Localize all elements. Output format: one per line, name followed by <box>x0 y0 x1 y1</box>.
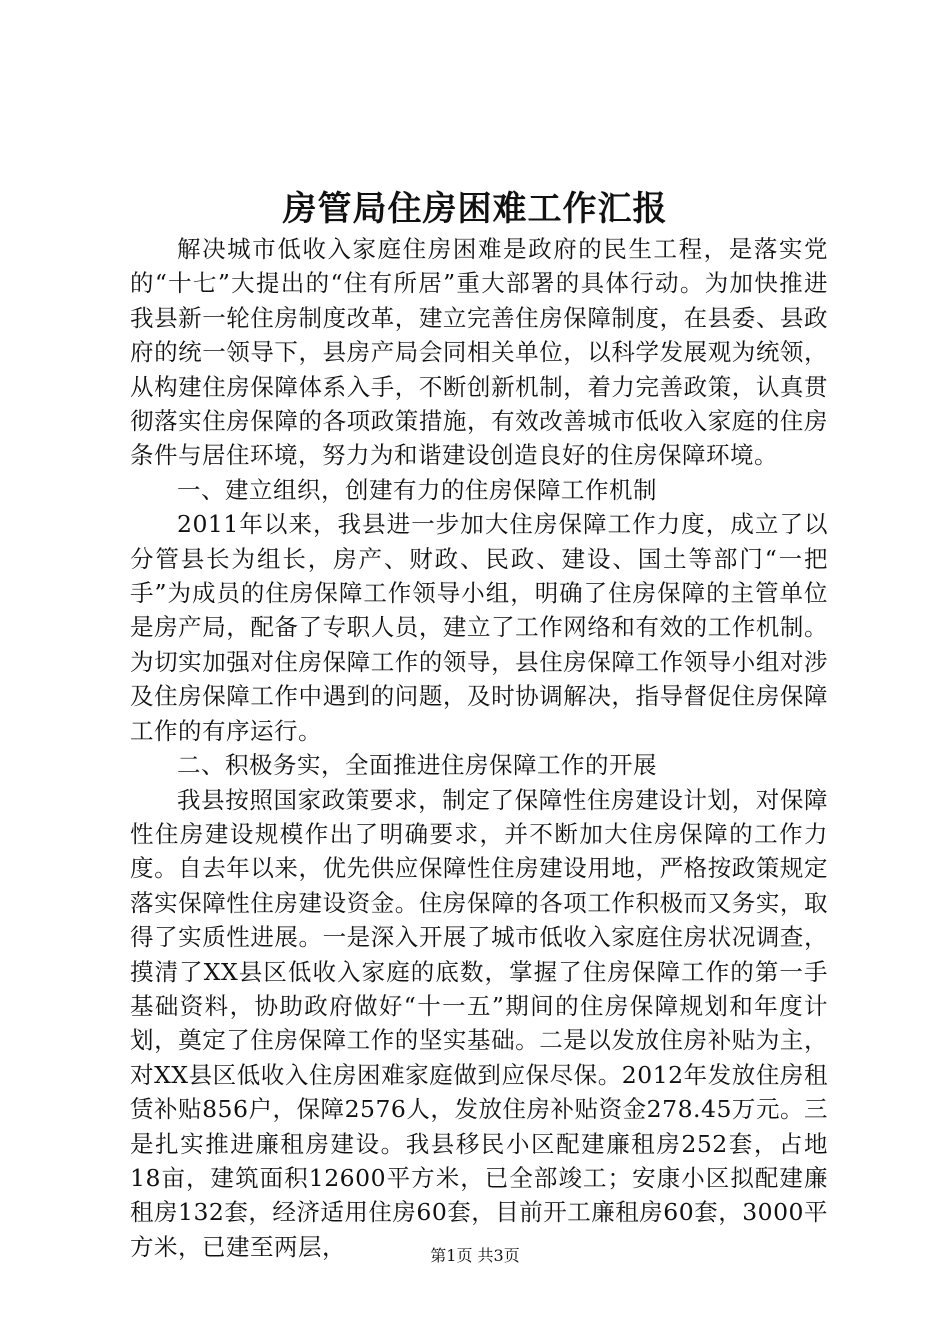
section-heading-1: 一、建立组织，创建有力的住房保障工作机制 <box>177 475 657 504</box>
page-footer: 第1页 共3页 <box>430 1246 520 1265</box>
section-heading-2: 二、积极务实，全面推进住房保障工作的开展 <box>177 751 657 780</box>
section-1-paragraph: 2011年以来，我县进一步加大住房保障工作力度，成立了以分管县长为组长，房产、财政、民政、建设、国土等部门“一把手”为成员的住房保障工作领导小组，明确了住房保障的主管单位是房产局，配备了专职人员，建立了工作网络和有效的工作机制。为切实加强对住房保障工作的领导，县住房保障工作领导小组对涉及住房保障工作中遇到的问题，及时协调解决，指导督促住房保障工作的有序运行。 <box>130 510 828 745</box>
document-title: 房管局住房困难工作汇报 <box>282 189 668 229</box>
document-body <box>130 232 828 1264</box>
intro-paragraph: 解决城市低收入家庭住房困难是政府的民生工程，是落实党的“十七”大提出的“住有所居”重大部署的具体行动。为加快推进我县新一轮住房制度改革，建立完善住房保障制度，在县委、县政府的统一领导下，县房产局会同相关单位，以科学发展观为统领，从构建住房保障体系入手，不断创新机制，着力完善政策，认真贯彻落实住房保障的各项政策措施，有效改善城市低收入家庭的住房条件与居住环境，努力为和谐建设创造良好的住房保障环境。 <box>130 235 828 470</box>
section-2-paragraph: 我县按照国家政策要求，制定了保障性住房建设计划，对保障性住房建设规模作出了明确要求，并不断加大住房保障的工作力度。自去年以来，优先供应保障性住房建设用地，严格按政策规定落实保障性住房建设资金。住房保障的各项工作积极而又务实，取得了实质性进展。一是深入开展了城市低收入家庭住房状况调查，摸清了XX县区低收入家庭的底数，掌握了住房保障工作的第一手基础资料，协助政府做好“十一五”期间的住房保障规划和年度计划，奠定了住房保障工作的坚实基础。二是以发放住房补贴为主，对XX县区低收入住房困难家庭做到应保尽保。2012年发放住房租赁补贴856户，保障2576人，发放住房补贴资金278.45万元。三是扎实推进廉租房建设。我县移民小区配建廉租房252套，占地18亩，建筑面积12600平方米，已全部竣工；安康小区拟配建廉租房132套，经济适用住房60套，目前开工廉租房60套，3000平方米，已建至两层， <box>130 785 828 1261</box>
